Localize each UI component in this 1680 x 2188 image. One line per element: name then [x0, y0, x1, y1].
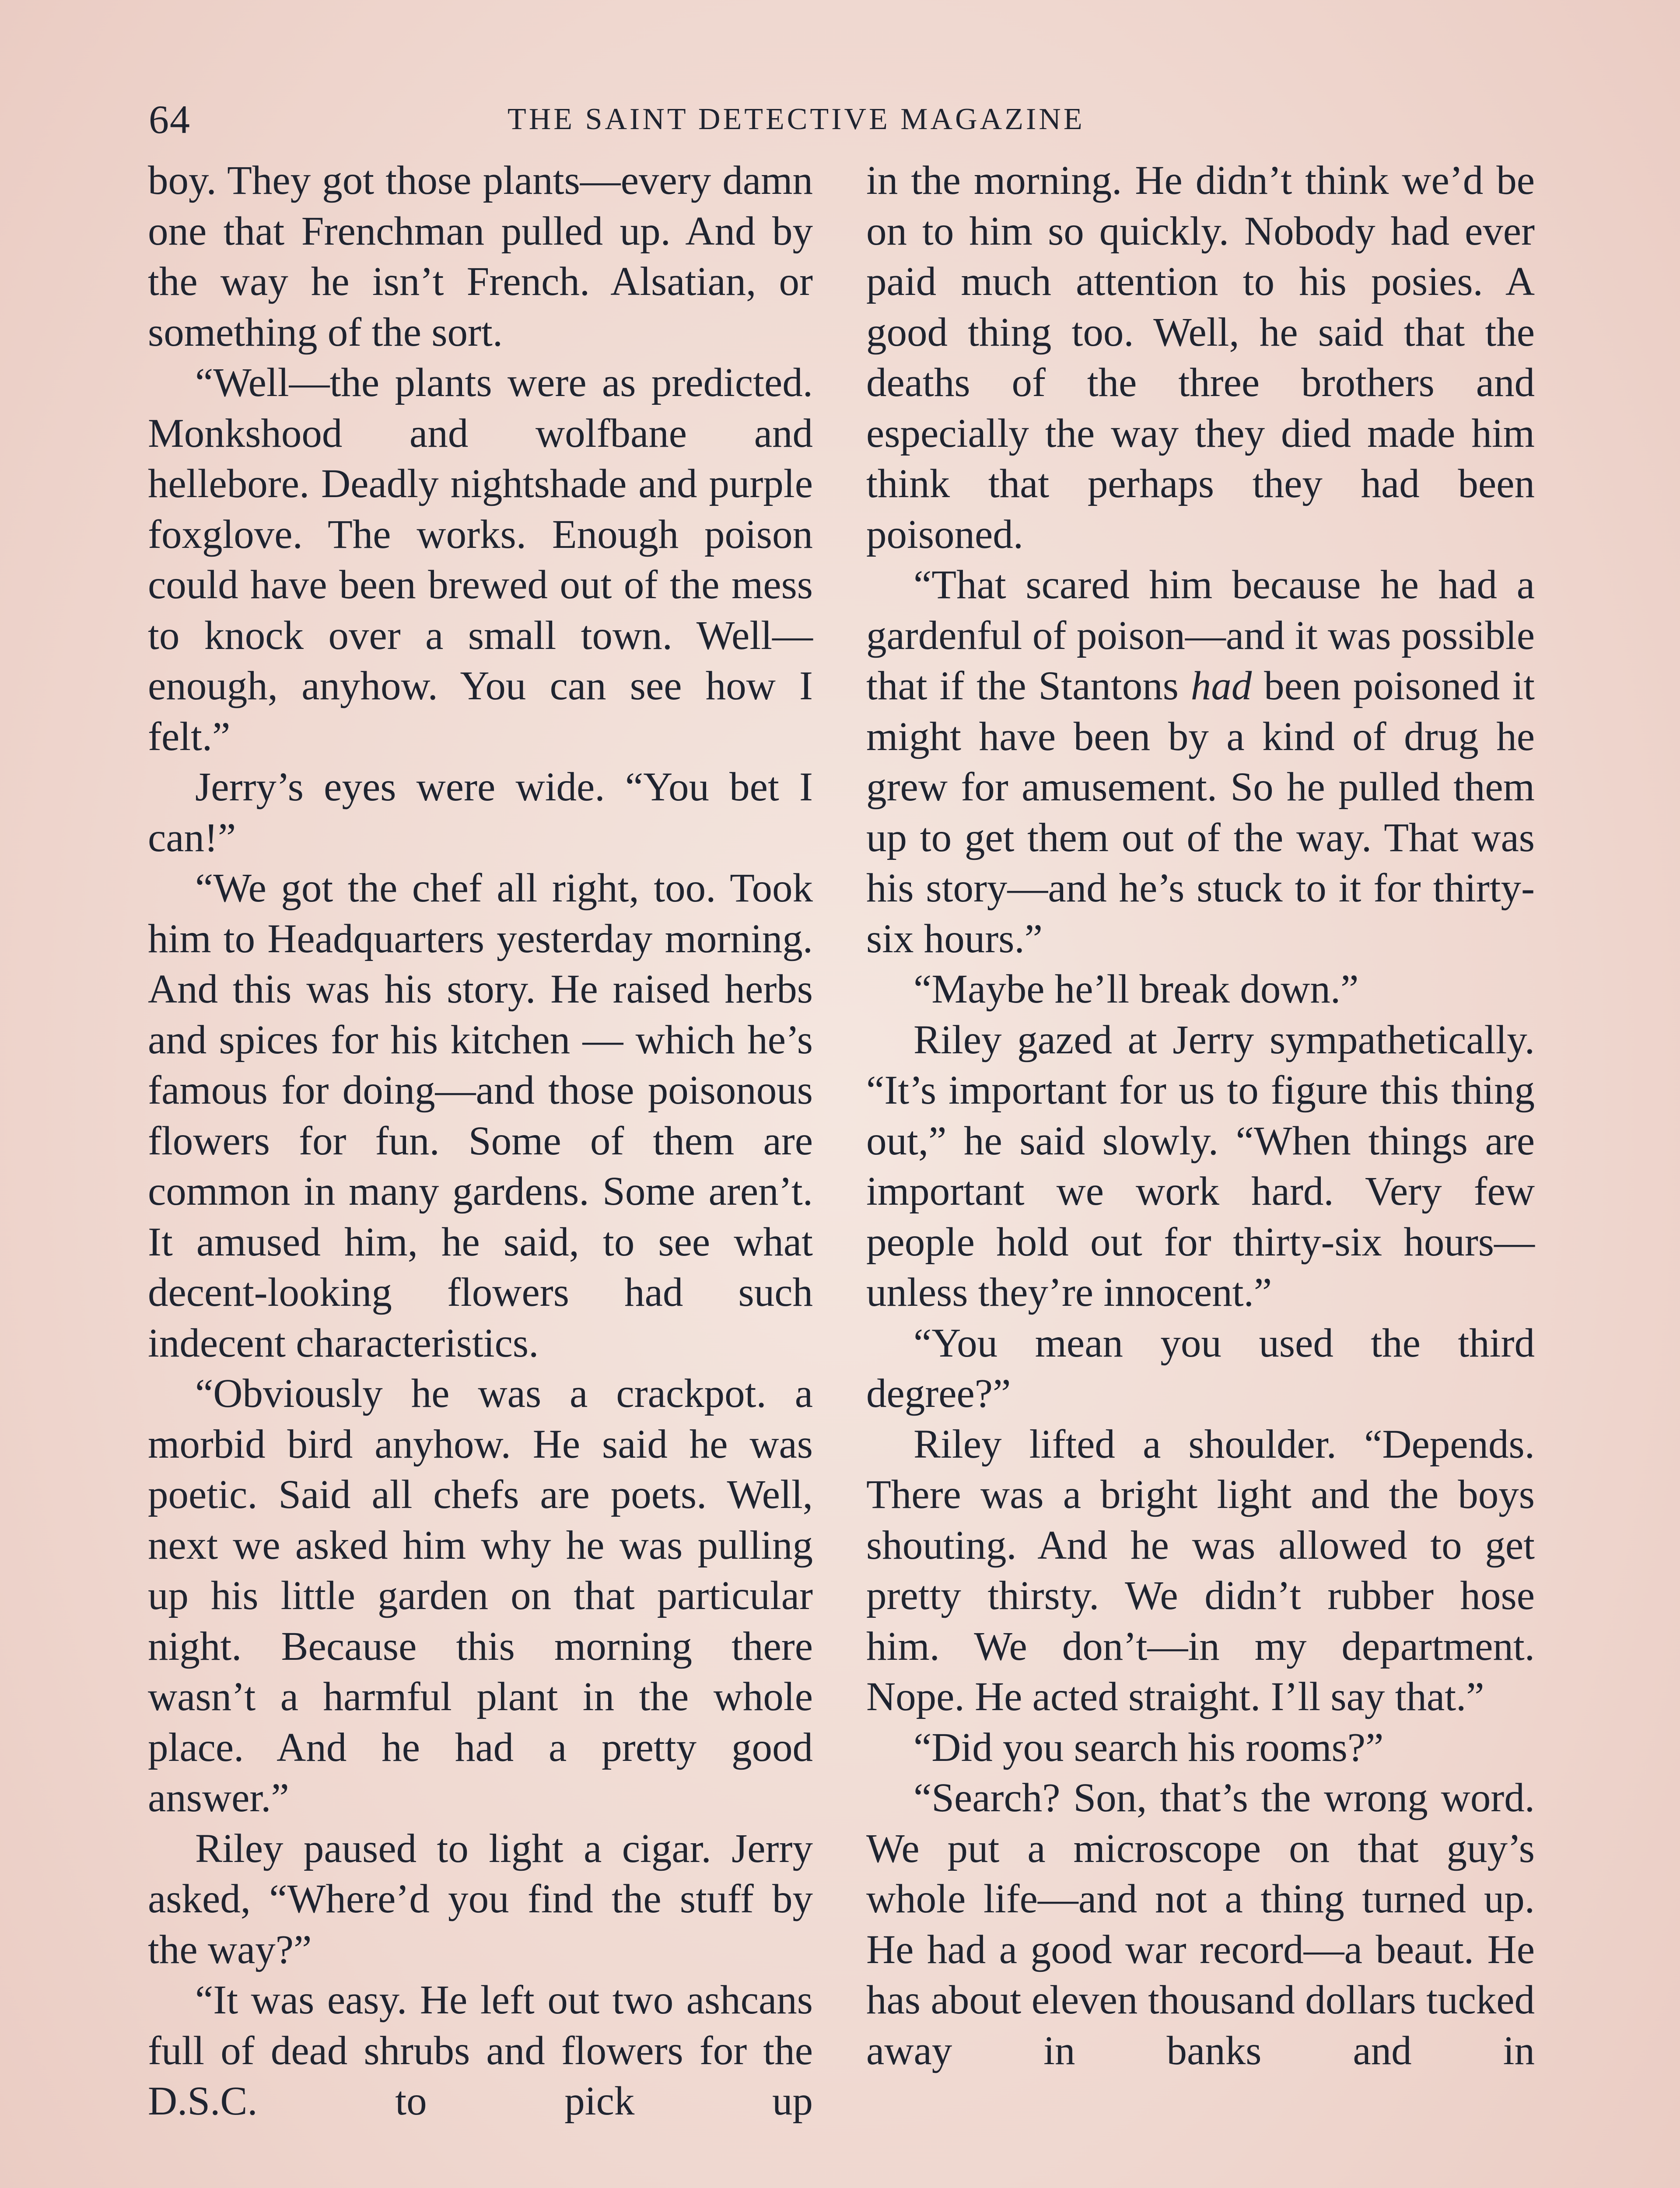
text-column-right — [866, 155, 1535, 2076]
magazine-title: THE SAINT DETECTIVE MAGAZINE — [508, 102, 1085, 136]
page-number: 64 — [149, 97, 191, 142]
paragraph: “It was easy. He left out two ashcans full of dead shrubs and flowers for the D.S.C. to pick up — [148, 1978, 813, 2124]
paragraph: Riley lifted a shoulder. “Depends. There was a bright light and the boys shouting. And he was allowed to get pretty thirsty. We didn’t rubber hose him. We don’t—in my department. Nope. He acted straight. I’ll say that.” — [866, 1421, 1535, 1719]
paragraph: “Search? Son, that’s the wrong word. We put a microscope on that guy’s whole life—and not a thing turned up. He had a good war record—a beaut. He has about eleven thousand dollars tucked away in banks and in — [866, 1775, 1535, 2073]
running-head — [149, 95, 1168, 144]
paragraph: Jerry’s eyes were wide. “You bet I can!” — [148, 764, 813, 860]
paragraph: “Obviously he was a crackpot. a morbid bird anyhow. He said he was poetic. Said all chefs are poets. Well, next we asked him why he was pulling up his little garden on that particular night. Because this morning there wasn’t a harmful plant in the whole place. And he had a pretty good answer.” — [148, 1371, 813, 1820]
paragraph: boy. They got those plants—every damn one that Frenchman pulled up. And by the way he isn’t French. Alsatian, or something of the sort. — [148, 158, 813, 355]
paragraph-text: “That scared him because he had a gardenful of poison—and it was possible that if the Stantons — [866, 562, 1535, 708]
paragraph: in the morning. He didn’t think we’d be on to him so quickly. Nobody had ever paid much attention to his posies. A good thing too. Well, he said that the deaths of the three brothers and especially the way they died made him think that perhaps they had been poisoned. — [866, 158, 1535, 557]
paragraph: “You mean you used the third degree?” — [866, 1320, 1535, 1416]
paragraph: “Well—the plants were as predicted. Monkshood and wolfbane and hellebore. Deadly nightshade and purple foxglove. The works. Enough poison could have been brewed out of the mess to knock over a small town. Well—enough, anyhow. You can see how I felt.” — [148, 360, 813, 759]
text-column-left — [148, 155, 813, 2127]
paragraph: “Maybe he’ll break down.” — [914, 967, 1359, 1012]
paragraph-text: been poisoned it might have been by a kind of drug he grew for amusement. So he pulled them up to get them out of the way. That was his story—and he’s stuck to it for thirty-six hours.” — [866, 663, 1535, 961]
emphasized-word: had — [1190, 663, 1252, 708]
paragraph: “We got the chef all right, too. Took him to Headquarters yesterday morning. And this was his story. He raised herbs and spices for his kitchen — which he’s famous for doing—and those poisonous flowers for fun. Some of them are common in many gardens. Some aren’t. It amused him, he said, to see what decent-looking flowers had such indecent characteristics. — [148, 866, 813, 1366]
paragraph: Riley paused to light a cigar. Jerry asked, “Where’d you find the stuff by the way?” — [148, 1826, 813, 1972]
paragraph: Riley gazed at Jerry sympathetically. “It’s important for us to figure this thing out,” he said slowly. “When things are important we work hard. Very few people hold out for thirty-six hours—unless they’re innocent.” — [866, 1017, 1535, 1315]
paragraph: “Did you search his rooms?” — [914, 1725, 1384, 1770]
paragraph-with-emphasis — [866, 560, 1535, 964]
